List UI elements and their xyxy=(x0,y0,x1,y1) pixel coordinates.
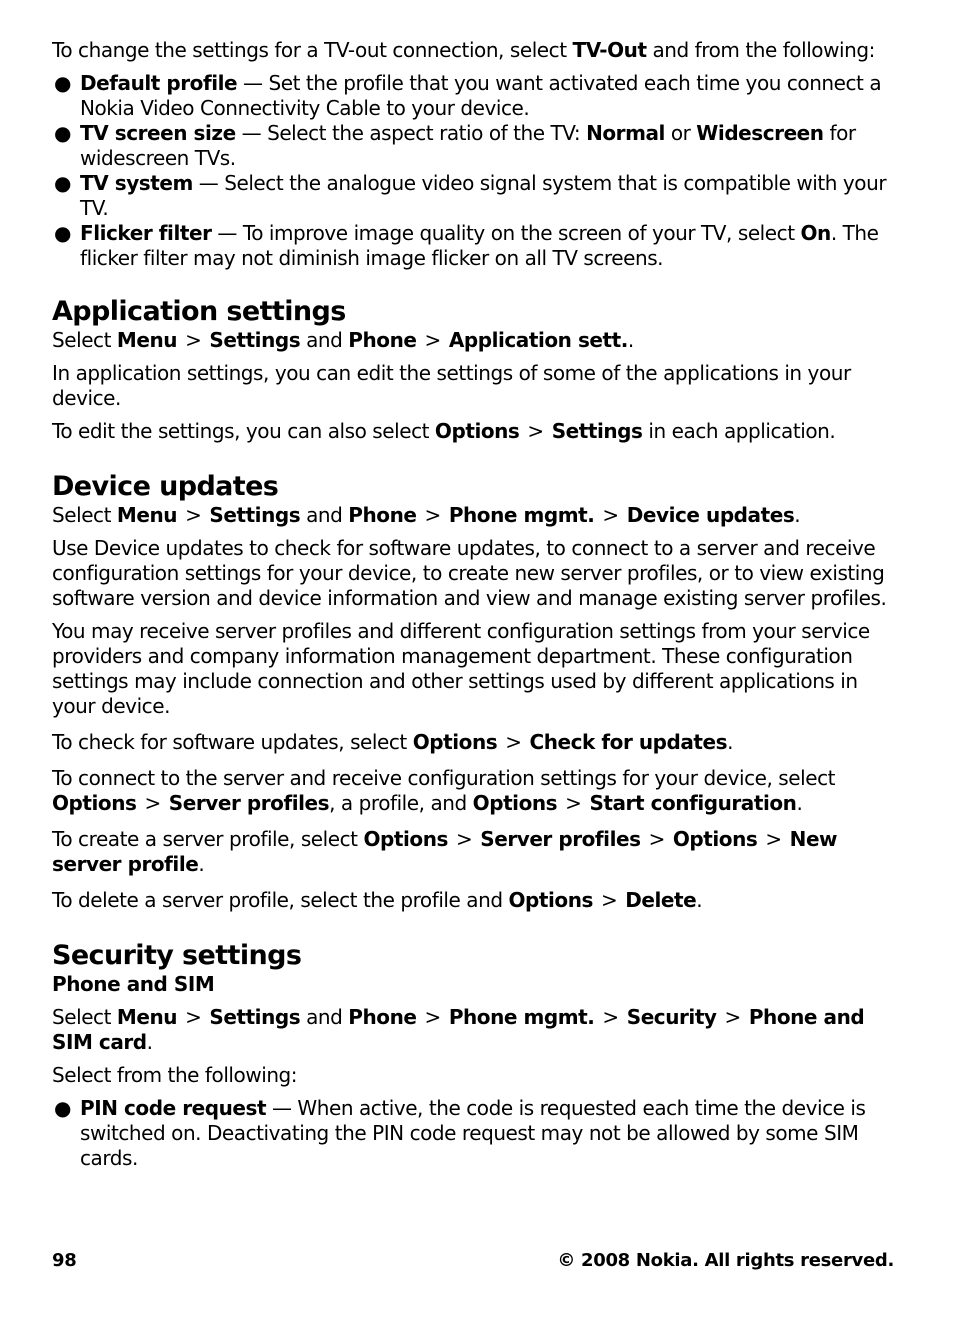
application-settings-edit: To edit the settings, you can also select Options > Settings in each application. xyxy=(52,419,836,443)
create-profile-instruction: To create a server profile, select Options > Server profiles > Options > New server profile. xyxy=(52,827,838,876)
device-updates-path: Select Menu > Settings and Phone > Phone mgmt. > Device updates. xyxy=(52,503,801,527)
security-options-list xyxy=(52,1096,902,1171)
list-item: ● PIN code request — When active, the code is requested each time the device is switched on. Deactivating the PIN code request may not be allowed by some SIM cards. xyxy=(54,1096,866,1170)
list-item: ● Default profile — Set the profile that you want activated each time you connect a Nokia Video Connectivity Cable to your device. xyxy=(54,71,882,120)
device-updates-description: Use Device updates to check for software updates, to connect to a server and receive configuration settings for your device, to create new server profiles, or to view existing software version and device information and view and manage existing server profiles. xyxy=(52,536,887,610)
application-settings-description: In application settings, you can edit the settings of some of the applications in your device. xyxy=(52,361,851,410)
bullet-icon: ● xyxy=(54,121,72,145)
check-updates-instruction: To check for software updates, select Options > Check for updates. xyxy=(52,730,734,754)
security-settings-heading: Security settings xyxy=(52,940,302,971)
device-updates-heading: Device updates xyxy=(52,471,279,502)
security-path: Select Menu > Settings and Phone > Phone mgmt. > Security > Phone and SIM card. xyxy=(52,1005,865,1054)
list-item: ● TV screen size — Select the aspect ratio of the TV: Normal or Widescreen for widescreen TVs. xyxy=(54,121,856,170)
copyright-notice: © 2008 Nokia. All rights reserved. xyxy=(557,1250,894,1271)
list-item: ● Flicker filter — To improve image quality on the screen of your TV, select On. The flicker filter may not diminish image flicker on all TV screens. xyxy=(54,221,879,270)
connect-server-instruction: To connect to the server and receive configuration settings for your device, select Options > Server profiles, a profile, and Options > Start configuration. xyxy=(52,766,836,815)
select-following: Select from the following: xyxy=(52,1063,298,1087)
bullet-icon: ● xyxy=(54,1096,72,1120)
bullet-icon: ● xyxy=(54,171,72,195)
bullet-icon: ● xyxy=(54,71,72,95)
application-settings-heading: Application settings xyxy=(52,296,346,327)
tvout-options-list xyxy=(52,71,902,271)
tvout-intro: To change the settings for a TV-out connection, select TV-Out and from the following: xyxy=(52,38,875,62)
device-updates-profiles-info: You may receive server profiles and different configuration settings from your service providers and company information management department. These configuration settings may include connection and other settings used by different applications in your device. xyxy=(52,619,870,718)
bullet-icon: ● xyxy=(54,221,72,245)
document-page xyxy=(52,38,902,1171)
phone-and-sim-subheading: Phone and SIM xyxy=(52,972,215,996)
tvout-term: TV-Out xyxy=(572,38,647,62)
list-item: ● TV system — Select the analogue video signal system that is compatible with your TV. xyxy=(54,171,887,220)
application-settings-path: Select Menu > Settings and Phone > Application sett.. xyxy=(52,328,634,352)
delete-profile-instruction: To delete a server profile, select the profile and Options > Delete. xyxy=(52,888,703,912)
page-number: 98 xyxy=(52,1250,77,1271)
